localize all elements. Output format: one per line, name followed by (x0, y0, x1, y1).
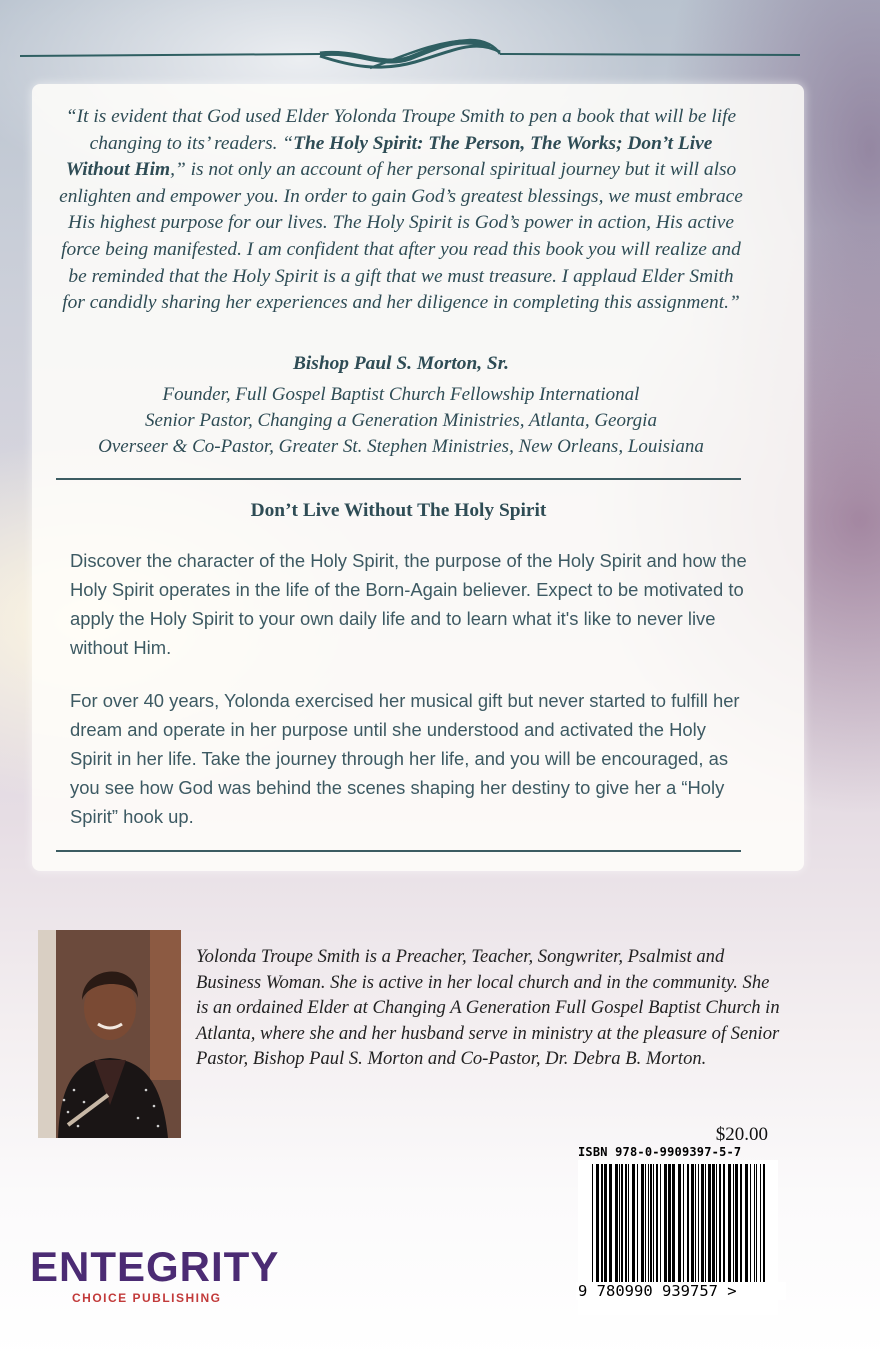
barcode-bar (754, 1164, 755, 1282)
barcode-bar (650, 1164, 652, 1282)
barcode-bar (632, 1164, 635, 1282)
barcode-bar (615, 1164, 618, 1282)
endorser-role: Founder, Full Gospel Baptist Church Fellowship International (162, 384, 640, 405)
publisher-subtitle: CHOICE PUBLISHING (72, 1291, 222, 1305)
barcode-bar (604, 1164, 607, 1282)
endorser-role: Senior Pastor, Changing a Generation Ministries, Atlanta, Georgia (145, 410, 657, 431)
barcode-bar (668, 1164, 671, 1282)
barcode-bar (723, 1164, 725, 1282)
description-paragraph: Discover the character of the Holy Spirit, the purpose of the Holy Spirit and how the Holy Spirit operates in the life of the Born-Again believer. Expect to be motivated to apply the Holy Spirit to your own daily life and to learn what it's like to never live without Him. (70, 550, 747, 658)
barcode-bar (641, 1164, 644, 1282)
barcode-bar (672, 1164, 675, 1282)
barcode-bar (687, 1164, 689, 1282)
author-photo (38, 930, 181, 1138)
barcode-bar (596, 1164, 599, 1282)
barcode-bar (683, 1164, 684, 1282)
barcode-bar (660, 1164, 661, 1282)
author-bio: Yolonda Troupe Smith is a Preacher, Teacher, Songwriter, Psalmist and Business Woman. She is active in her local church and in the community. She is an ordained Elder at Changing A Generation Full Gospel Baptist Church in Atlanta, where she and her husband serve in ministry at the pleasure of Senior Pastor, Bishop Paul S. Morton and Co-Pastor, Dr. Debra B. Morton. (196, 946, 780, 1069)
divider (56, 478, 741, 480)
barcode-bar (656, 1164, 658, 1282)
endorser-roles (56, 382, 746, 460)
barcode-number: 9 780990 939757 > (576, 1282, 786, 1300)
barcode-bar (625, 1164, 627, 1282)
barcode-bar (645, 1164, 646, 1282)
endorsement-quote: “It is evident that God used Elder Yolonda Troupe Smith to pen a book that will be life changing to its’ readers. “The Holy Spirit: The Person, The Works; Don’t Live Without Him,” is not only an account of her personal spiritual journey but it will also enlighten and empower you. In order to gain God’s greatest blessings, we must embrace His highest purpose for our lives. The Holy Spirit is God’s power in action, His active force being manifested. I am confident that after you read this book you will realize and be reminded that the Holy Spirit is a gift that we must treasure. I applaud Elder Smith for candidly sharing her experiences and her diligence in completing this assignment.” (59, 106, 743, 314)
barcode-bar (719, 1164, 721, 1282)
barcode-bar (763, 1164, 765, 1282)
publisher-name: ENTEGRITY (30, 1243, 280, 1290)
description-paragraph: For over 40 years, Yolonda exercised her musical gift but never started to fulfill her dream and operate in her purpose until she understood and activated the Holy Spirit in her life. Take the journey through her life, and you will be encouraged, as you see how God was behind the scenes shaping her destiny to give her a “Holy Spirit” hook up. (70, 690, 740, 827)
endorser-role: Overseer & Co-Pastor, Greater St. Stephen Ministries, New Orleans, Louisiana (98, 436, 704, 457)
barcode-bar (691, 1164, 694, 1282)
barcode-bar (609, 1164, 612, 1282)
barcode-bar (653, 1164, 654, 1282)
description-heading: Don’t Live Without The Holy Spirit (250, 500, 547, 521)
barcode-bar (756, 1164, 757, 1282)
barcode-bar (648, 1164, 649, 1282)
barcode-bar (735, 1164, 738, 1282)
barcode-bars (578, 1160, 778, 1285)
barcode-bar (664, 1164, 667, 1282)
barcode-bar (708, 1164, 711, 1282)
divider (56, 850, 741, 852)
barcode-bar (601, 1164, 603, 1282)
barcode-bar (745, 1164, 748, 1282)
barcode-bar (698, 1164, 699, 1282)
barcode-bar (701, 1164, 704, 1282)
barcode-bar (678, 1164, 681, 1282)
book-title: The Holy Spirit: The Person, The Works; Don’t Live Without Him (65, 132, 713, 181)
publisher-logo (30, 1240, 280, 1310)
isbn-label: ISBN 978-0-9909397-5-7 (578, 1145, 742, 1159)
barcode-bar (621, 1164, 623, 1282)
barcode-bar (619, 1164, 620, 1282)
barcode-bar (750, 1164, 751, 1282)
barcode-bar (592, 1164, 593, 1282)
barcode-bar (628, 1164, 629, 1282)
barcode-bar (728, 1164, 731, 1282)
barcode-bar (760, 1164, 761, 1282)
endorser-name: Bishop Paul S. Morton, Sr. (292, 353, 510, 374)
barcode-bar (716, 1164, 717, 1282)
price: $20.00 (715, 1124, 768, 1145)
barcode-bar (712, 1164, 715, 1282)
barcode-bar (733, 1164, 734, 1282)
barcode-bar (705, 1164, 706, 1282)
barcode-bar (740, 1164, 742, 1282)
decorative-flourish (20, 28, 800, 78)
barcode-bar (637, 1164, 638, 1282)
barcode-bar (695, 1164, 696, 1282)
